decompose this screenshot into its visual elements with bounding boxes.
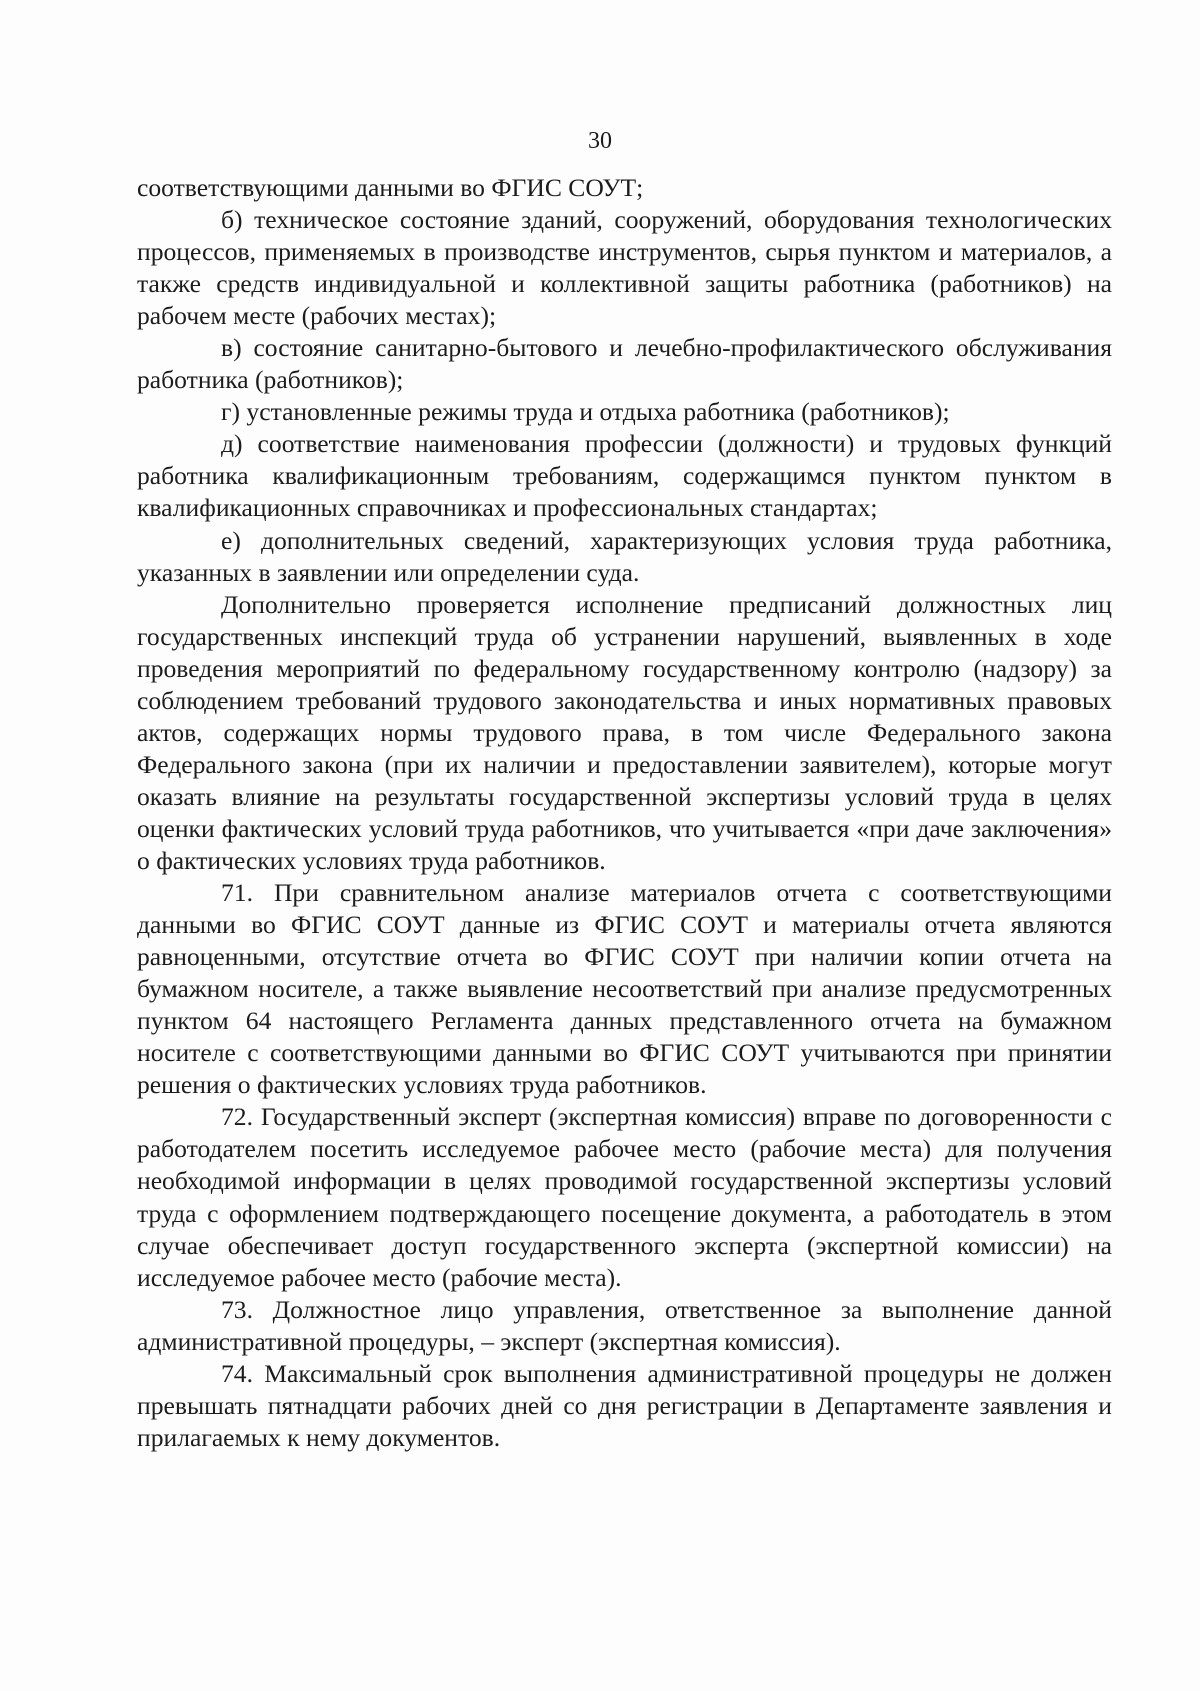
paragraph-continuation: соответствующими данными во ФГИС СОУТ; [137,173,644,202]
paragraph-item-b: б) техническое состояние зданий, сооружений, оборудования технологических процессов, применяемых в производстве инструментов, сырья пунктом и материалов, а также средств индивидуальной и коллективной защиты работника (работников) на рабочем месте (рабочих местах); [137,205,1112,331]
document-body [137,172,1112,1454]
paragraph-72: 72. Государственный эксперт (экспертная комиссия) вправе по договоренности с работодателем посетить исследуемое рабочее место (рабочие места) для получения необходимой информации в целях проводимой государственной экспертизы условий труда с оформлением подтверждающего посещение документа, а работодатель в этом случае обеспечивает доступ государственного эксперта (экспертной комиссии) на исследуемое рабочее место (рабочие места). [137,1102,1112,1292]
paragraph-71: 71. При сравнительном анализе материалов отчета с соответствующими данными во ФГИС СОУТ данные из ФГИС СОУТ и материалы отчета являются равноценными, отсутствие отчета во ФГИС СОУТ при наличии копии отчета на бумажном носителе, а также выявление несоответствий при анализе предусмотренных пунктом 64 настоящего Регламента данных представленного отчета на бумажном носителе с соответствующими данными во ФГИС СОУТ учитываются при принятии решения о фактических условиях труда работников. [137,878,1112,1100]
paragraph-item-g: г) установленные режимы труда и отдыха работника (работников); [221,397,950,427]
paragraph-item-e: е) дополнительных сведений, характеризующих условия труда работника, указанных в заявлении или определении суда. [137,525,1112,587]
paragraph-73: 73. Должностное лицо управления, ответственное за выполнение данной административной процедуры, – эксперт (экспертная комиссия). [137,1294,1112,1356]
paragraph-item-d: д) соответствие наименования профессии (должности) и трудовых функций работника квалификационным требованиям, содержащимся пунктом пунктом в квалификационных справочниках и профессиональных стандартах; [137,429,1112,523]
paragraph-item-v: в) состояние санитарно-бытового и лечебно-профилактического обслуживания работника (работников); [137,333,1112,395]
paragraph-74: 74. Максимальный срок выполнения административной процедуры не должен превышать пятнадцати рабочих дней со дня регистрации в Департаменте заявления и прилагаемых к нему документов. [137,1358,1112,1452]
paragraph-additional-check: Дополнительно проверяется исполнение предписаний должностных лиц государственных инспекций труда об устранении нарушений, выявленных в ходе проведения мероприятий по федеральному государственному контролю (надзору) за соблюдением требований трудового законодательства и иных нормативных правовых актов, содержащих нормы трудового права, в том числе Федерального закона Федерального закона (при их наличии и предоставлении заявителем), которые могут оказать влияние на результаты государственной экспертизы условий труда в целях оценки фактических условий труда работников, что учитывается «при даче заключения» о фактических условиях труда работников. [137,589,1112,875]
page-number: 30 [588,128,612,154]
